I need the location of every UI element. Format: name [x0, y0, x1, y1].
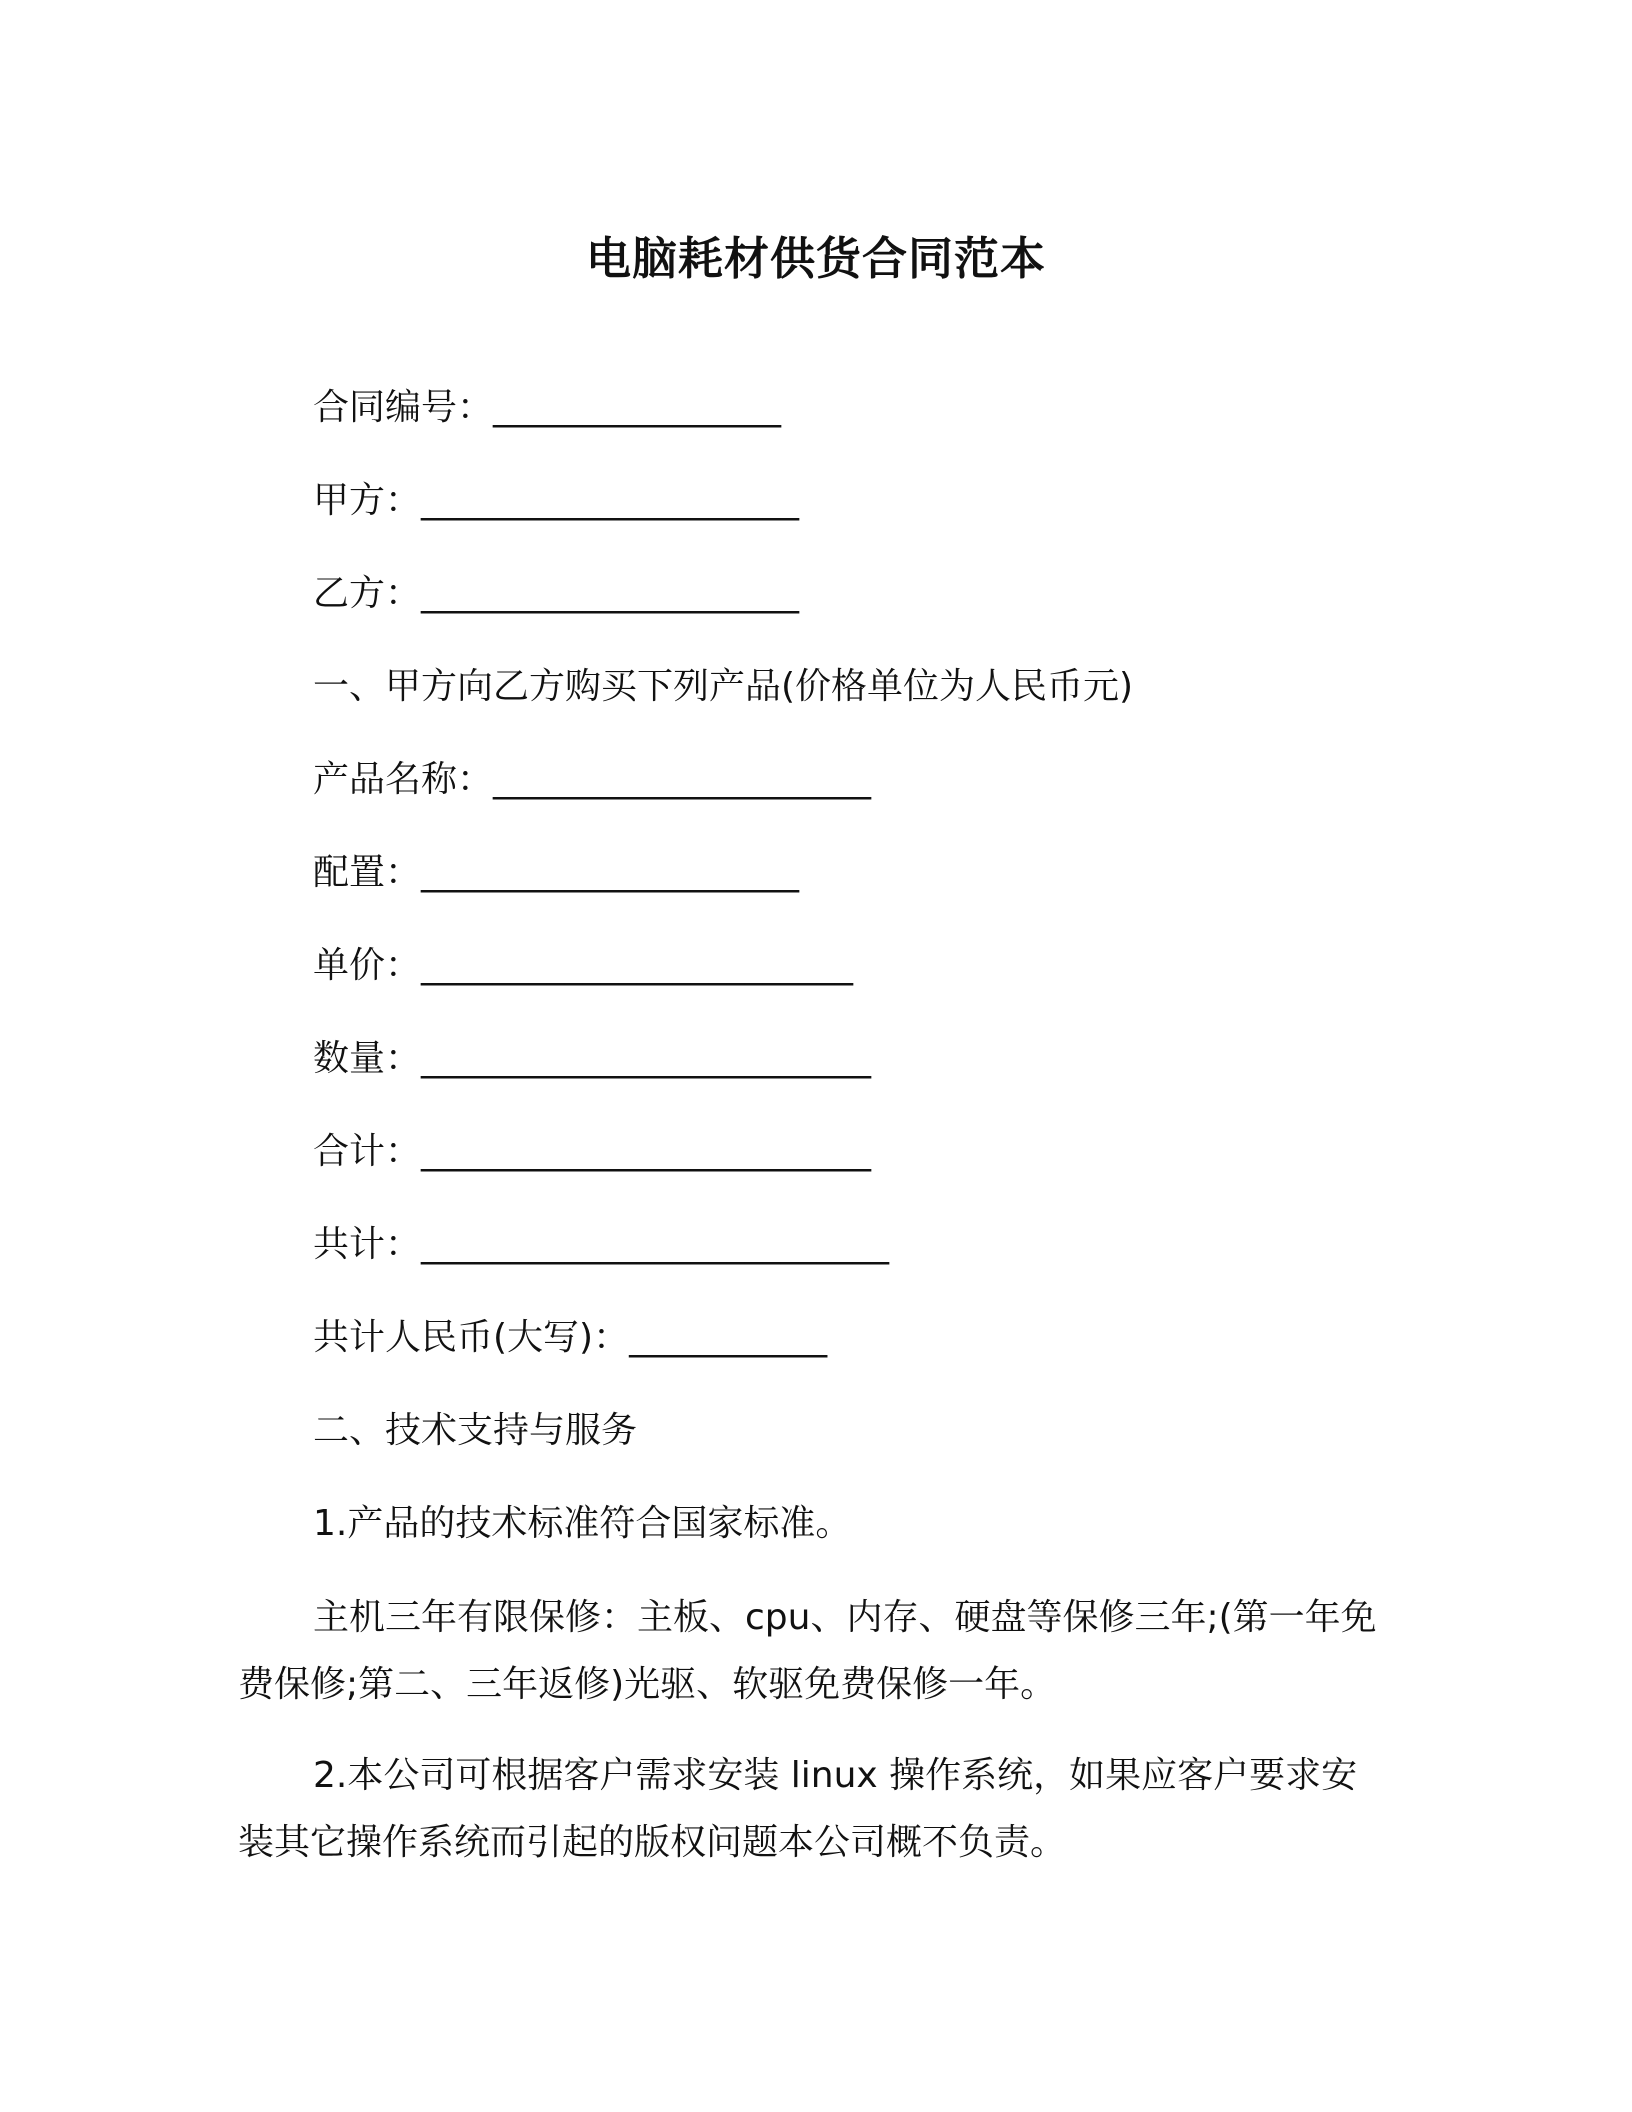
contract-number-line: [313, 386, 781, 430]
subtotal-line: [313, 1130, 871, 1174]
field-blank: ___________: [629, 1317, 828, 1358]
field-label: 乙方：: [313, 573, 422, 614]
field-blank: ________________: [493, 387, 782, 428]
party-a-line: [313, 479, 799, 523]
field-blank: _____________________: [421, 573, 800, 614]
field-label: 合计：: [313, 1131, 422, 1172]
field-label: 甲方：: [313, 480, 422, 521]
total-rmb-uppercase-line: [313, 1316, 827, 1360]
unit-price-line: [313, 944, 853, 988]
section2-heading: 二、技术支持与服务: [313, 1410, 638, 1451]
document-title: 电脑耗材供货合同范本: [585, 232, 1046, 285]
party-b-line: [313, 572, 799, 616]
os-install-paragraph: 2.本公司可根据客户需求安装 linux 操作系统，如果应客户要求安装其它操作系统而引起的版权问题本公司概不负责。: [238, 1755, 1358, 1863]
tech-standard-item: 1.产品的技术标准符合国家标准。: [313, 1503, 852, 1544]
field-blank: _____________________: [493, 759, 872, 800]
field-blank: ________________________: [421, 945, 854, 986]
field-blank: _________________________: [421, 1038, 872, 1079]
section1-heading: 一、甲方向乙方购买下列产品(价格单位为人民币元): [313, 666, 1134, 707]
warranty-paragraph: 主机三年有限保修：主板、cpu、内存、硬盘等保修三年;(第一年免费保修;第二、三年返修)光驱、软驱免费保修一年。: [238, 1597, 1377, 1705]
field-label: 共计人民币(大写)：: [313, 1317, 630, 1358]
configuration-line: [313, 851, 799, 895]
field-label: 共计：: [313, 1224, 422, 1265]
field-blank: _____________________: [421, 852, 800, 893]
field-label: 配置：: [313, 852, 422, 893]
total-line: [313, 1223, 889, 1267]
field-label: 数量：: [313, 1038, 422, 1079]
field-blank: _________________________: [421, 1131, 872, 1172]
field-label: 合同编号：: [313, 387, 494, 428]
quantity-line: [313, 1037, 871, 1081]
field-blank: _____________________: [421, 480, 800, 521]
product-name-line: [313, 758, 871, 802]
field-label: 产品名称：: [313, 759, 494, 800]
field-blank: __________________________: [421, 1224, 890, 1265]
field-label: 单价：: [313, 945, 422, 986]
